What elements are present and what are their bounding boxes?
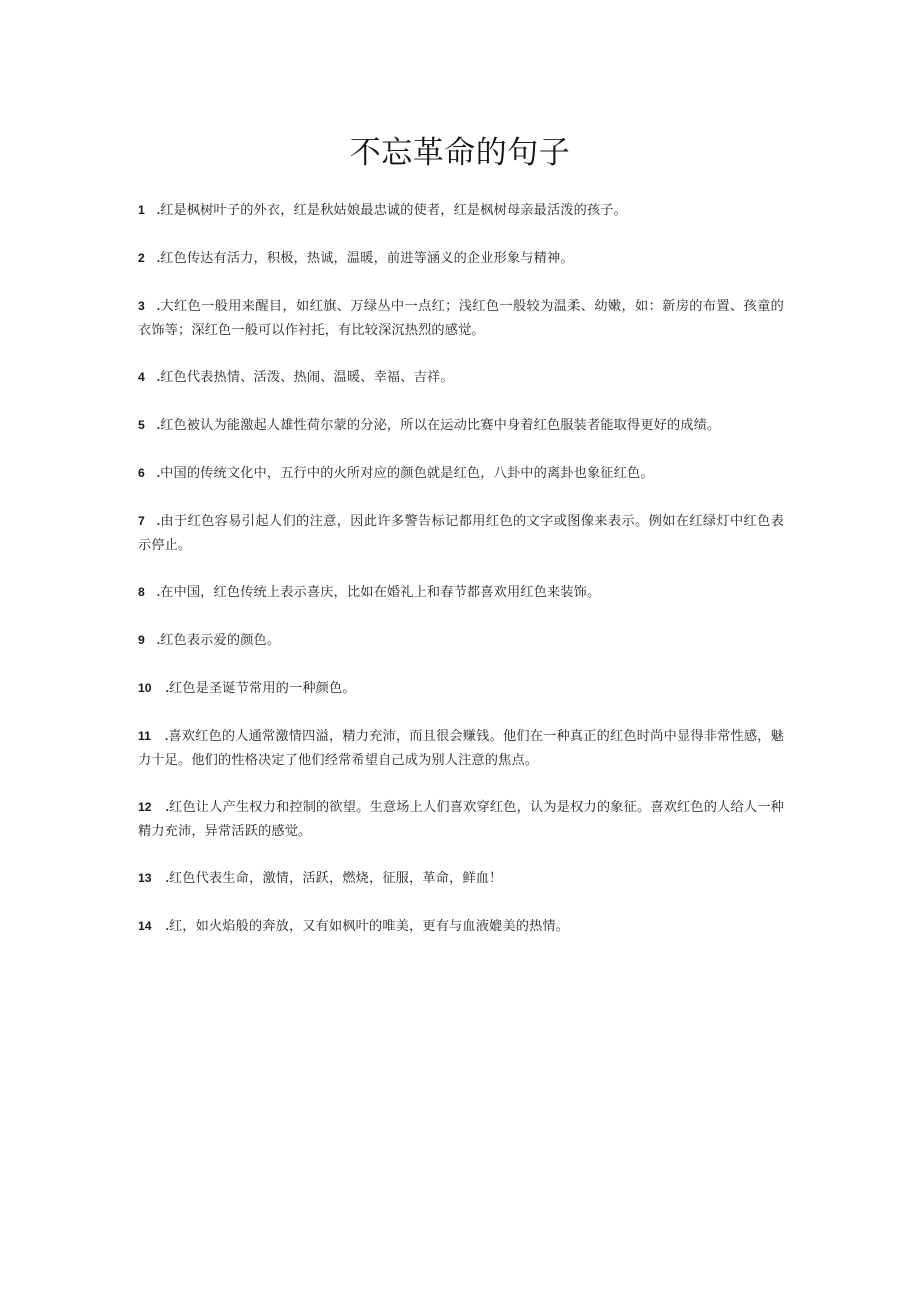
list-item — [138, 509, 784, 556]
list-item-number: 14 — [138, 919, 152, 933]
list-item-separator: . — [156, 203, 161, 217]
list-item-separator: . — [156, 251, 161, 265]
list-item — [138, 628, 784, 652]
list-item — [138, 294, 784, 341]
list-item-number: 12 — [138, 800, 152, 814]
list-item-text: 红色代表生命，激情，活跃，燃烧，征服，革命，鲜血！ — [168, 870, 503, 885]
list-item — [138, 866, 784, 890]
list-item-text: 红是枫树叶子的外衣，红是秋姑娘最忠诚的使者，红是枫树母亲最活泼的孩子。 — [160, 202, 627, 217]
list-item — [138, 198, 784, 222]
page-title: 不忘革命的句子 — [349, 134, 571, 170]
list-item-text: 喜欢红色的人通常激情四溢，精力充沛，而且很会赚钱。他们在一种真正的红色时尚中显得非常性感，魅力十足。他们的性格决定了他们经常希望自己成为别人注意的焦点。 — [138, 728, 784, 767]
list-item-separator: . — [156, 466, 161, 480]
list-item — [138, 413, 784, 437]
list-item-separator: . — [165, 919, 169, 933]
list-item-number: 10 — [138, 681, 152, 695]
list-item — [138, 365, 784, 389]
list-item-separator: . — [156, 370, 161, 384]
list-item-number: 4 — [138, 370, 145, 384]
list-item-separator: . — [156, 299, 161, 313]
list-item-text: 红色表示爱的颜色。 — [160, 632, 281, 647]
list-item-number: 2 — [138, 251, 145, 265]
list-item-text: 红色让人产生权力和控制的欲望。生意场上人们喜欢穿红色，认为是权力的象征。喜欢红色的人给人一种精力充沛，异常活跃的感觉。 — [138, 799, 784, 838]
list-item-number: 3 — [138, 299, 145, 313]
list-item-number: 11 — [138, 729, 151, 743]
list-item — [138, 580, 784, 604]
list-item — [138, 246, 784, 270]
list-item-number: 8 — [138, 585, 145, 599]
list-item-text: 大红色一般用来醒目，如红旗、万绿丛中一点红；浅红色一般较为温柔、幼嫩，如：新房的布置、孩童的衣饰等；深红色一般可以作衬托，有比较深沉热烈的感觉。 — [138, 298, 784, 337]
list-item-separator: . — [165, 871, 169, 885]
list-item-number: 7 — [138, 514, 145, 528]
list-item-separator: . — [156, 585, 161, 599]
list-item-number: 9 — [138, 633, 145, 647]
list-item — [138, 914, 784, 938]
list-item — [138, 724, 784, 771]
list-item-separator: . — [156, 633, 161, 647]
list-item-text: 红色是圣诞节常用的一种颜色。 — [168, 680, 356, 695]
list-item-text: 红色代表热情、活泼、热闹、温暖、幸福、吉祥。 — [160, 369, 454, 384]
list-item-separator: . — [165, 681, 169, 695]
list-item-separator: . — [164, 729, 169, 743]
list-item — [138, 461, 784, 485]
list-item-separator: . — [165, 800, 169, 814]
list-item-text: 红，如火焰般的奔放，又有如枫叶的唯美，更有与血液媲美的热情。 — [168, 918, 570, 933]
list-item-number: 6 — [138, 466, 145, 480]
list-item-text: 红色传达有活力，积极，热诚，温暖，前进等涵义的企业形象与精神。 — [160, 250, 574, 265]
list-item — [138, 676, 784, 700]
list-item-text: 在中国，红色传统上表示喜庆，比如在婚礼上和春节都喜欢用红色来装饰。 — [160, 584, 601, 599]
sentence-list — [138, 198, 784, 938]
list-item-separator: . — [156, 514, 161, 528]
list-item-separator: . — [156, 418, 161, 432]
list-item-text: 由于红色容易引起人们的注意，因此许多警告标记都用红色的文字或图像来表示。例如在红绿灯中红色表示停止。 — [138, 513, 784, 552]
list-item-number: 13 — [138, 871, 152, 885]
list-item-text: 红色被认为能激起人雄性荷尔蒙的分泌，所以在运动比赛中身着红色服装者能取得更好的成绩。 — [160, 417, 721, 432]
list-item — [138, 795, 784, 842]
list-item-text: 中国的传统文化中，五行中的火所对应的颜色就是红色，八卦中的离卦也象征红色。 — [160, 465, 654, 480]
list-item-number: 1 — [138, 203, 145, 217]
list-item-number: 5 — [138, 418, 145, 432]
